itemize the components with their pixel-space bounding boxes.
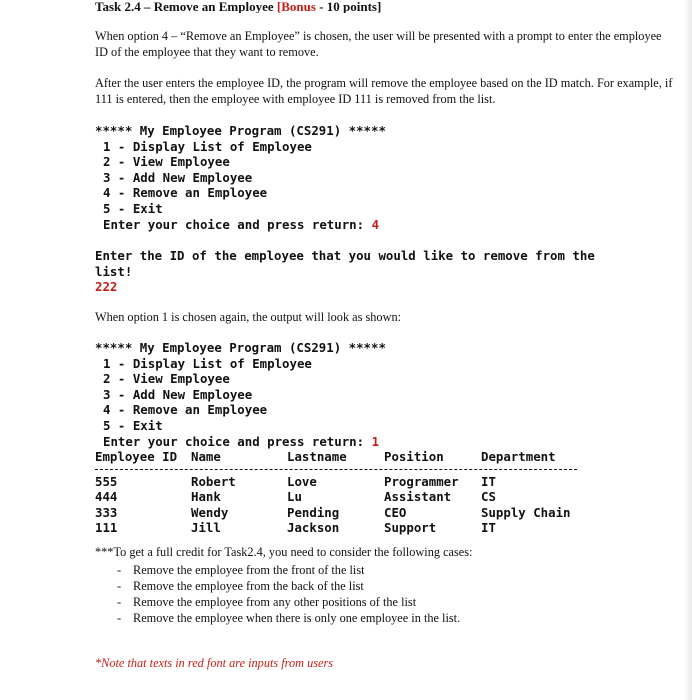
- table-divider: [95, 469, 577, 470]
- cell-position: Assistant: [384, 489, 452, 505]
- col-employee-id: Employee ID: [95, 449, 178, 465]
- table-row: [95, 505, 581, 521]
- employee-table: [95, 449, 581, 465]
- cell-name: Wendy: [191, 504, 229, 520]
- table-header-row: [95, 449, 581, 465]
- menu-option-5-2: 5 - Exit: [103, 417, 163, 433]
- console-session-2: [95, 340, 675, 536]
- menu-option-4: 4 - Remove an Employee: [103, 185, 268, 201]
- paragraph-option4: When option 4 – “Remove an Employee” is chosen, the user will be presented with a prompt to enter the employee ID of the employee that they want to remove.: [95, 29, 662, 59]
- table-row: [95, 489, 581, 505]
- cell-lastname: Jackson: [287, 520, 340, 536]
- remove-id-prompt: Enter the ID of the employee that you would like to remove from the list!: [95, 248, 595, 279]
- cell-position: Programmer: [384, 473, 459, 489]
- menu-header-2: ***** My Employee Program (CS291) *****: [95, 339, 386, 355]
- cell-position: Support: [384, 520, 437, 536]
- task-title: [95, 0, 675, 13]
- cell-name: Jill: [191, 520, 221, 536]
- menu-option-3: 3 - Add New Employee: [103, 169, 253, 185]
- choice-prompt-2: [95, 434, 675, 450]
- page-edge: [684, 0, 692, 700]
- paragraph-option1-again: When option 1 is chosen again, the output will look as shown:: [95, 309, 402, 324]
- cell-id: 555: [95, 473, 118, 489]
- choice-prompt: [95, 217, 675, 233]
- menu-option-1: 1 - Display List of Employee: [103, 138, 312, 154]
- list-item: - Remove the employee when there is only one employee in the list.: [95, 610, 675, 626]
- cell-department: CS: [481, 489, 496, 505]
- cell-name: Robert: [191, 473, 236, 489]
- credit-cases-list: [95, 562, 675, 626]
- cell-name: Hank: [191, 489, 221, 505]
- user-choice-input-2: 1: [371, 433, 380, 449]
- col-name: Name: [191, 449, 221, 465]
- cell-lastname: Lu: [287, 489, 302, 505]
- entered-id-input: 222: [95, 279, 118, 295]
- menu-option-3-2: 3 - Add New Employee: [103, 386, 253, 402]
- menu-option-4-2: 4 - Remove an Employee: [103, 402, 268, 418]
- list-item: - Remove the employee from the front of the list: [95, 562, 675, 578]
- paragraph-remove-explanation: After the user enters the employee ID, the program will remove the employee based on the ID match. For example, if 111 is entered, then the employee with employee ID 111 is removed from the list.: [95, 76, 673, 106]
- console-session-1: [95, 123, 675, 295]
- menu-option-2-2: 2 - View Employee: [103, 371, 230, 387]
- choice-prompt-text-2: Enter your choice and press return:: [103, 433, 372, 449]
- col-position: Position: [384, 449, 444, 465]
- cell-lastname: Love: [287, 473, 317, 489]
- col-lastname: Lastname: [287, 449, 347, 465]
- cell-lastname: Pending: [287, 504, 340, 520]
- cell-id: 111: [95, 520, 118, 536]
- title-prefix: Task 2.4 – Remove an Employee: [95, 0, 277, 13]
- title-suffix: - 10 points]: [315, 0, 382, 13]
- cell-id: 444: [95, 489, 118, 505]
- col-department: Department: [481, 449, 556, 465]
- cell-department: Supply Chain: [481, 504, 571, 520]
- title-bonus: [Bonus: [276, 0, 316, 13]
- menu-option-2: 2 - View Employee: [103, 154, 230, 170]
- cell-department: IT: [481, 520, 496, 536]
- cell-department: IT: [481, 473, 496, 489]
- table-row: [95, 520, 581, 536]
- employee-table-body: [95, 474, 581, 536]
- choice-prompt-text: Enter your choice and press return:: [103, 216, 372, 232]
- cell-id: 333: [95, 504, 118, 520]
- list-item: - Remove the employee from the back of the list: [95, 578, 675, 594]
- menu-option-1-2: 1 - Display List of Employee: [103, 355, 312, 371]
- menu-header: ***** My Employee Program (CS291) *****: [95, 123, 386, 138]
- list-item: - Remove the employee from any other positions of the list: [95, 594, 675, 610]
- document-content: [95, 0, 675, 671]
- credit-intro: ***To get a full credit for Task2.4, you need to consider the following cases:: [95, 545, 473, 560]
- user-choice-input: 4: [371, 216, 380, 232]
- menu-option-5: 5 - Exit: [103, 200, 163, 216]
- cell-position: CEO: [384, 504, 407, 520]
- table-row: [95, 474, 581, 490]
- red-font-note: *Note that texts in red font are inputs from users: [95, 656, 334, 671]
